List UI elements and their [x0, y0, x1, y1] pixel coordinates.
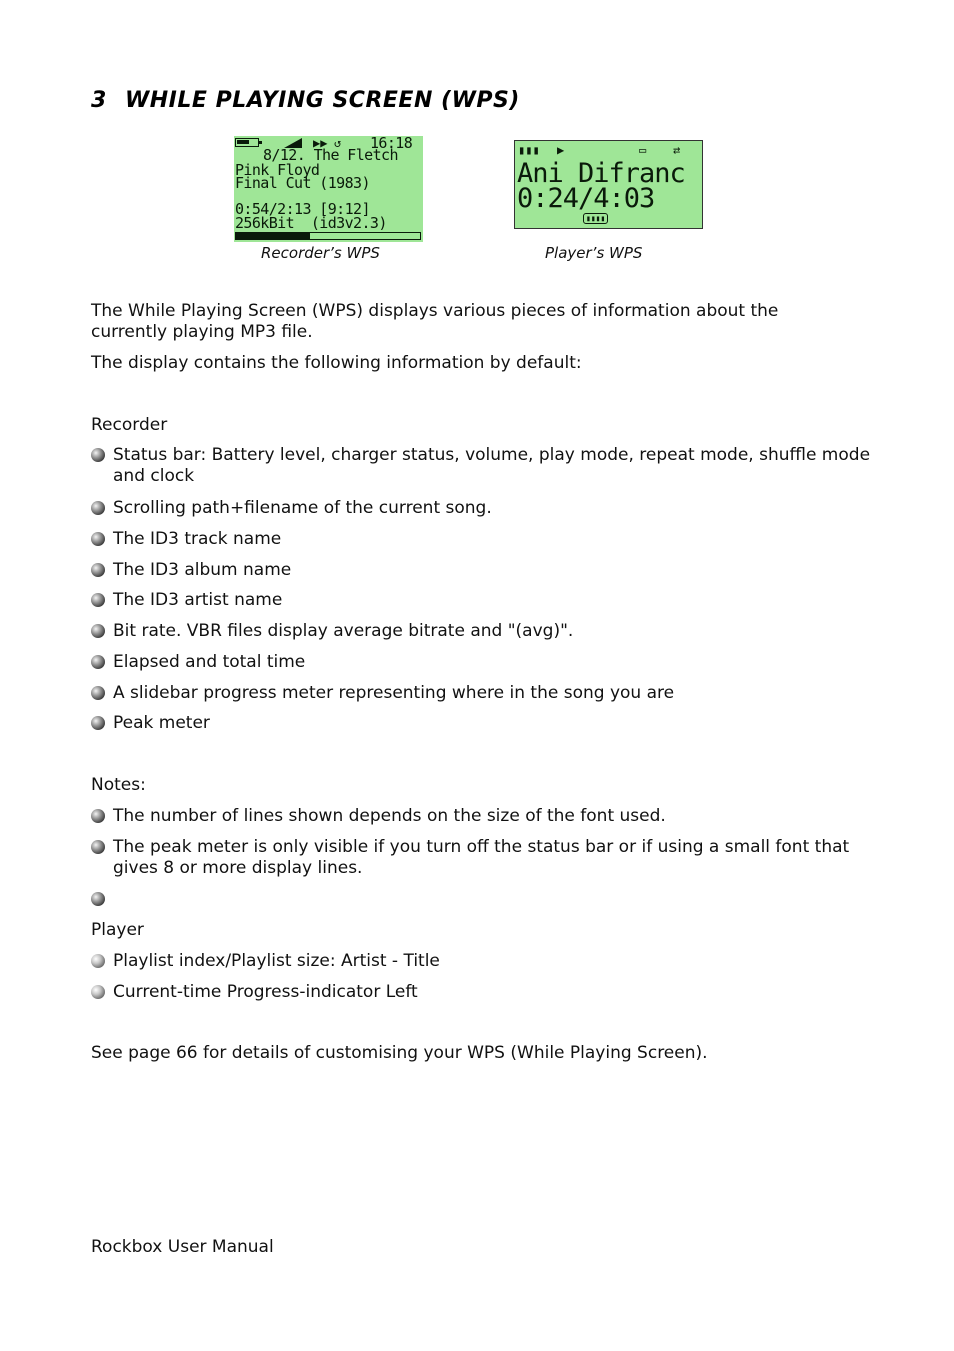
list-item: The ID3 artist name	[113, 590, 283, 610]
bullet-icon	[91, 892, 105, 906]
recorder-caption: Recorder’s WPS	[261, 244, 380, 262]
notes-label: Notes:	[91, 775, 146, 795]
bullet-icon	[91, 532, 105, 546]
bullet-icon	[91, 655, 105, 669]
bullet-icon	[91, 593, 105, 607]
section-number: 3	[91, 88, 107, 113]
list-item: The number of lines shown depends on the size of the font used.	[113, 806, 666, 826]
bullet-icon	[91, 563, 105, 577]
battery-icon	[235, 138, 259, 147]
play-icon: ▶	[557, 143, 565, 157]
section-heading	[91, 88, 520, 113]
bullet-icon	[91, 624, 105, 638]
bullet-icon	[91, 840, 105, 854]
recorder-label: Recorder	[91, 415, 168, 435]
page-footer: Rockbox User Manual	[91, 1237, 274, 1257]
list-item: The ID3 track name	[113, 529, 282, 549]
recorder-clock: 16:18	[370, 136, 413, 152]
list-item: Peak meter	[113, 713, 210, 733]
intro-default-info: The display contains the following information by default:	[91, 353, 582, 373]
recorder-line-bitrate: 256kBit (id3v2.3)	[235, 214, 387, 232]
recorder-line-filename: 8/12. The Fletch	[263, 146, 398, 164]
intro-paragraph: The While Playing Screen (WPS) displays various pieces of information about the currently playing MP3 file.	[91, 301, 779, 342]
recorder-line-album: Final Cut (1983)	[235, 174, 370, 192]
player-label: Player	[91, 920, 144, 940]
see-page-reference: See page 66 for details of customising your WPS (While Playing Screen).	[91, 1043, 708, 1063]
list-item: Scrolling path+filename of the current song.	[113, 498, 492, 518]
list-item: Elapsed and total time	[113, 652, 306, 672]
list-item: Status bar: Battery level, charger status, volume, play mode, repeat mode, shuffle mode and clock	[113, 445, 871, 486]
bullet-icon	[91, 448, 105, 462]
list-item: A slidebar progress meter representing where in the song you are	[113, 683, 675, 703]
battery-icon: ▮▮▮	[518, 143, 540, 157]
recorder-wps-screenshot	[234, 136, 423, 242]
recorder-progress-bar	[235, 232, 421, 240]
repeat-icon: ↺	[334, 136, 342, 150]
player-wps-screenshot	[514, 140, 703, 229]
player-line-artist: Ani Difranc	[517, 158, 685, 189]
recorder-line-artist: Pink Floyd	[235, 161, 320, 179]
list-item: Bit rate. VBR files display average bitrate and "(avg)".	[113, 621, 574, 641]
section-title: WHILE PLAYING SCREEN (WPS)	[125, 88, 520, 113]
list-item: The ID3 album name	[113, 560, 292, 580]
player-line-time: 0:24/4:03	[517, 183, 655, 214]
play-mode-icon: ▶▶	[313, 136, 328, 150]
bullet-icon	[91, 501, 105, 515]
list-item: Playlist index/Playlist size: Artist - Title	[113, 951, 440, 971]
player-caption: Player’s WPS	[545, 244, 643, 262]
recorder-line-time: 0:54/2:13 [9:12]	[235, 200, 370, 218]
bullet-icon	[91, 716, 105, 730]
list-item: The peak meter is only visible if you turn off the status bar or if using a small font that gives 8 or more display lines.	[113, 837, 850, 878]
list-item: Current-time Progress-indicator Left	[113, 982, 418, 1002]
bullet-icon	[91, 954, 105, 968]
param-icon: ▮▮▮▮	[583, 213, 608, 224]
bullet-icon	[91, 686, 105, 700]
shuffle-icon: ⇄	[673, 143, 681, 157]
bullet-icon	[91, 809, 105, 823]
volume-icon: ▭	[639, 143, 647, 157]
bullet-icon	[91, 985, 105, 999]
